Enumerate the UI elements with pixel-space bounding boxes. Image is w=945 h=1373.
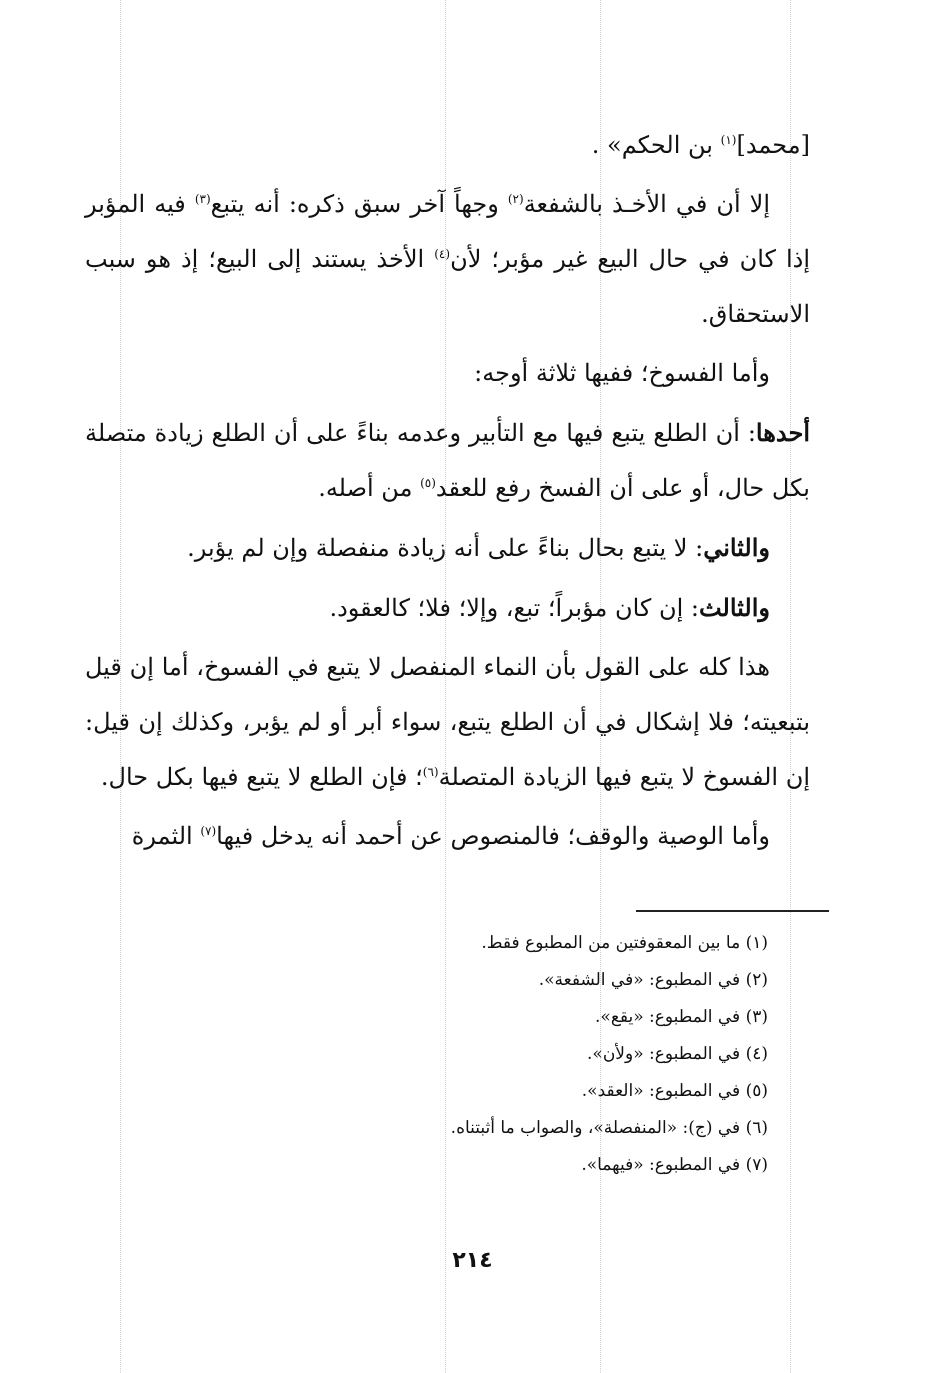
- footnote: (٦) في (ج): «المنفصلة»، والصواب ما أثبتناه.: [450, 1118, 768, 1138]
- paragraph-third-view: والثالث: إن كان مؤبراً؛ تبع، وإلا؛ فلا؛ كالعقود.: [329, 593, 770, 622]
- footnotes: [85, 925, 768, 1184]
- footnote: (٢) في المطبوع: «في الشفعة».: [538, 970, 768, 990]
- footnote-separator: [636, 910, 829, 912]
- paragraph-wasiyya: وأما الوصية والوقف؛ فالمنصوص عن أحمد أنه يدخل فيها$^{(٧)}$ الثمرة: [131, 822, 770, 850]
- paragraph-fusukh: وأما الفسوخ؛ ففيها ثلاثة أوجه:: [474, 359, 770, 387]
- paragraph-summary: هذا كله على القول بأن النماء المنفصل لا يتبع في الفسوخ، أما إن قيل بتبعيته؛ فلا إشكال في أن الطلع يتبع، سواء أبر أو لم يؤبر، وكذلك إن قيل: إن الفسوخ لا يتبع فيها الزيادة المتصلة$^{(٦)}$؛ فإن الطلع لا يتبع فيها بكل حال.: [85, 653, 810, 791]
- footnote: (١) ما بين المعقوفتين من المطبوع فقط.: [481, 933, 768, 953]
- footnote: (٧) في المطبوع: «فيهما».: [581, 1155, 768, 1175]
- paragraph-first-view: أحدها: أن الطلع يتبع فيها مع التأبير وعدمه بناءً على أن الطلع زيادة متصلة بكل حال، أو على أن الفسخ رفع للعقد$^{(٥)}$ من أصله.: [85, 418, 810, 502]
- footnote: (٤) في المطبوع: «ولأن».: [587, 1044, 768, 1064]
- paragraph-shufa: إلا أن في الأخـذ بالشفعة$^{(٢)}$ وجهاً آخر سبق ذكره: أنه يتبع$^{(٣)}$ فيه المؤبر إذا كان في حال البيع غير مؤبر؛ لأن$^{(٤)}$ الأخذ يستند إلى البيع؛ إذ هو سبب الاستحقاق.: [85, 190, 810, 328]
- paragraph-second-view: والثاني: لا يتبع بحال بناءً على أنه زيادة منفصلة وإن لم يؤبر.: [187, 533, 770, 562]
- main-text: [85, 118, 810, 868]
- footnote: (٥) في المطبوع: «العقد».: [581, 1081, 768, 1101]
- footnote: (٣) في المطبوع: «يقع».: [595, 1007, 768, 1027]
- page-number: ٢١٤: [452, 1248, 493, 1273]
- header-line: [محمد]$^{(١)}$ بن الحكم» .: [591, 131, 810, 159]
